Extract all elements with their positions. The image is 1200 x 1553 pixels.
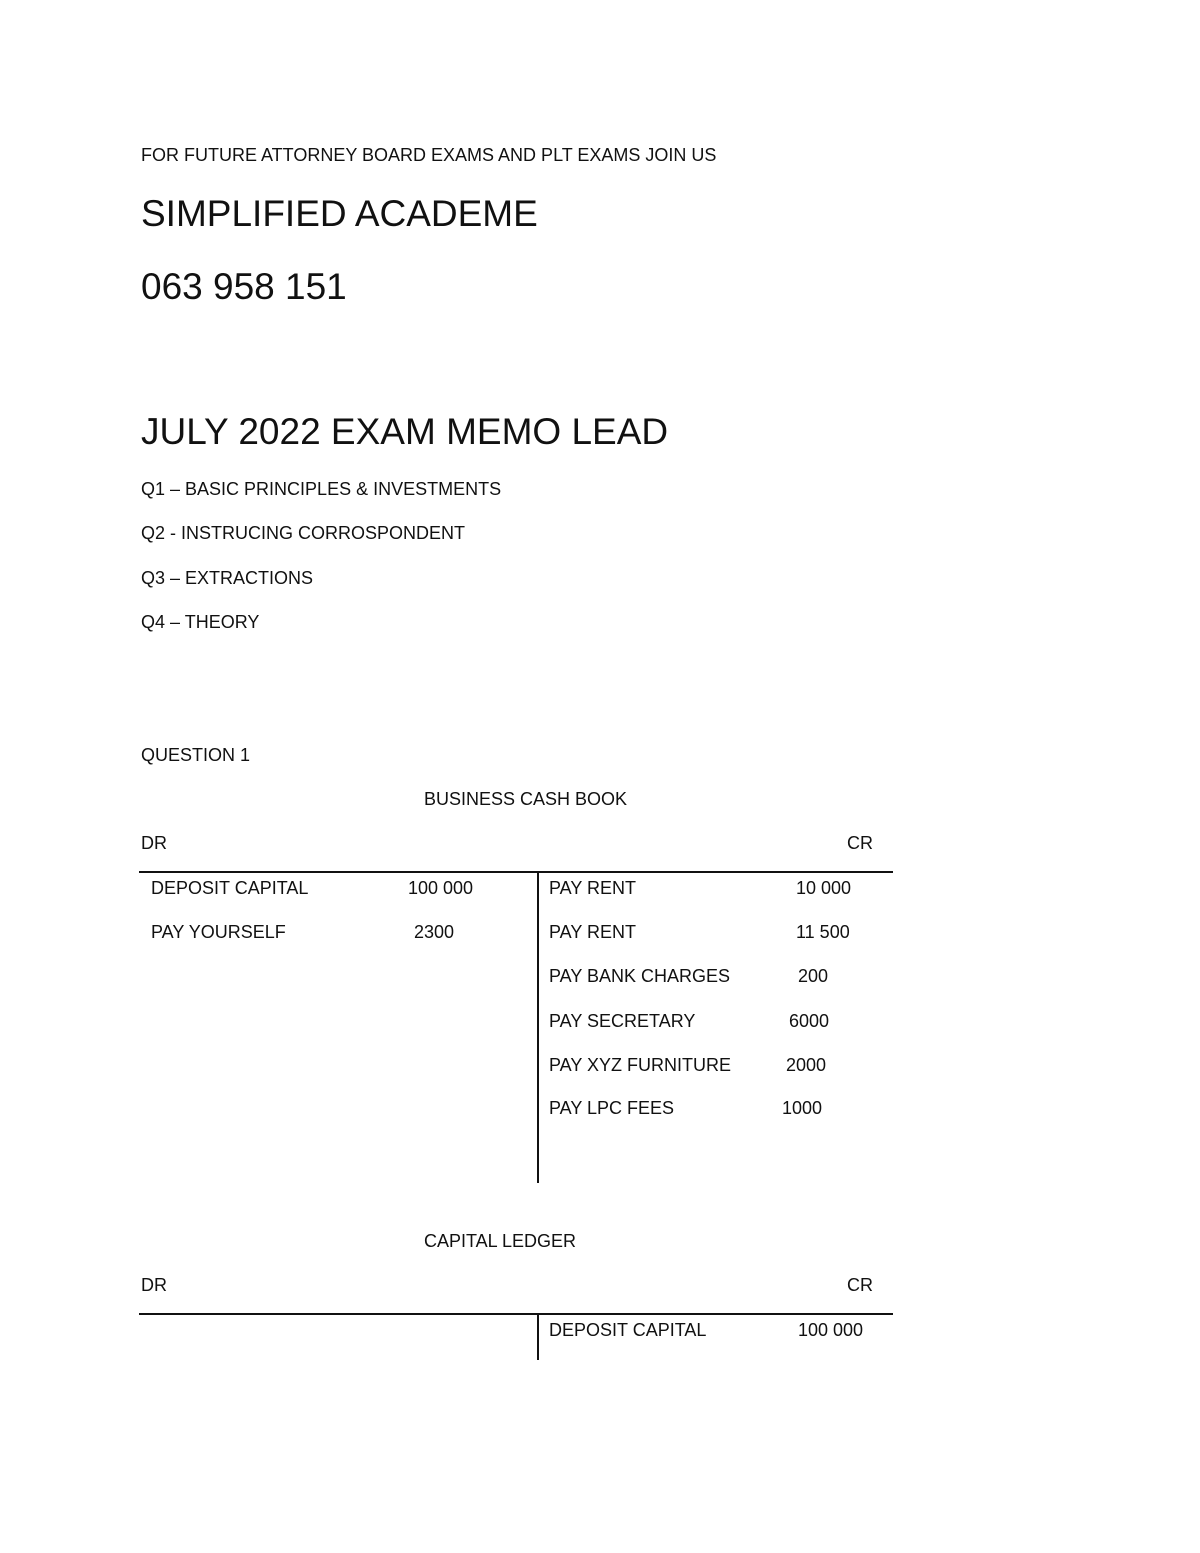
capital-ledger-dr-label: DR [141,1275,167,1295]
cash-book-cr-label: CR [847,833,873,853]
cash-book-top-rule [139,871,893,873]
cash-book-title: BUSINESS CASH BOOK [424,789,628,809]
cash-book-credit-amount: 6000 [789,1011,830,1031]
cash-book-debit-desc: PAY YOURSELF [151,922,286,942]
brand-name: SIMPLIFIED ACADEME [141,193,538,234]
cash-book-divider [537,872,539,1183]
capital-ledger-cr-label: CR [847,1275,873,1295]
capital-ledger-top-rule [139,1313,893,1315]
cash-book-credit-amount: 200 [798,966,829,986]
cash-book-credit-desc: PAY SECRETARY [549,1011,696,1031]
capital-ledger-credit-amount: 100 000 [798,1320,864,1340]
capital-ledger-divider [537,1314,539,1360]
cash-book-credit-desc: PAY RENT [549,878,637,898]
cash-book-credit-amount: 2000 [786,1055,827,1075]
phone-number: 063 958 151 [141,266,347,307]
cash-book-credit-desc: PAY BANK CHARGES [549,966,731,986]
question-item-q1: Q1 – BASIC PRINCIPLES & INVESTMENTS [141,479,502,499]
cash-book-credit-desc: PAY XYZ FURNITURE [549,1055,732,1075]
question-item-q4: Q4 – THEORY [141,612,260,632]
capital-ledger-title: CAPITAL LEDGER [424,1231,577,1251]
cash-book-debit-desc: DEPOSIT CAPITAL [151,878,309,898]
cash-book-credit-amount: 10 000 [796,878,852,898]
question-item-q2: Q2 - INSTRUCING CORROSPONDENT [141,523,466,543]
cash-book-debit-amount: 100 000 [408,878,474,898]
cash-book-credit-desc: PAY LPC FEES [549,1098,675,1118]
cash-book-debit-amount: 2300 [414,922,455,942]
cash-book-credit-amount: 11 500 [796,922,850,942]
question-item-q3: Q3 – EXTRACTIONS [141,568,314,588]
cash-book-credit-amount: 1000 [782,1098,823,1118]
capital-ledger-credit-desc: DEPOSIT CAPITAL [549,1320,707,1340]
join-line: FOR FUTURE ATTORNEY BOARD EXAMS AND PLT EXAMS JOIN US [141,145,717,165]
cash-book-credit-desc: PAY RENT [549,922,637,942]
cash-book-dr-label: DR [141,833,167,853]
question-1-heading: QUESTION 1 [141,745,251,765]
memo-title: JULY 2022 EXAM MEMO LEAD [141,411,669,452]
